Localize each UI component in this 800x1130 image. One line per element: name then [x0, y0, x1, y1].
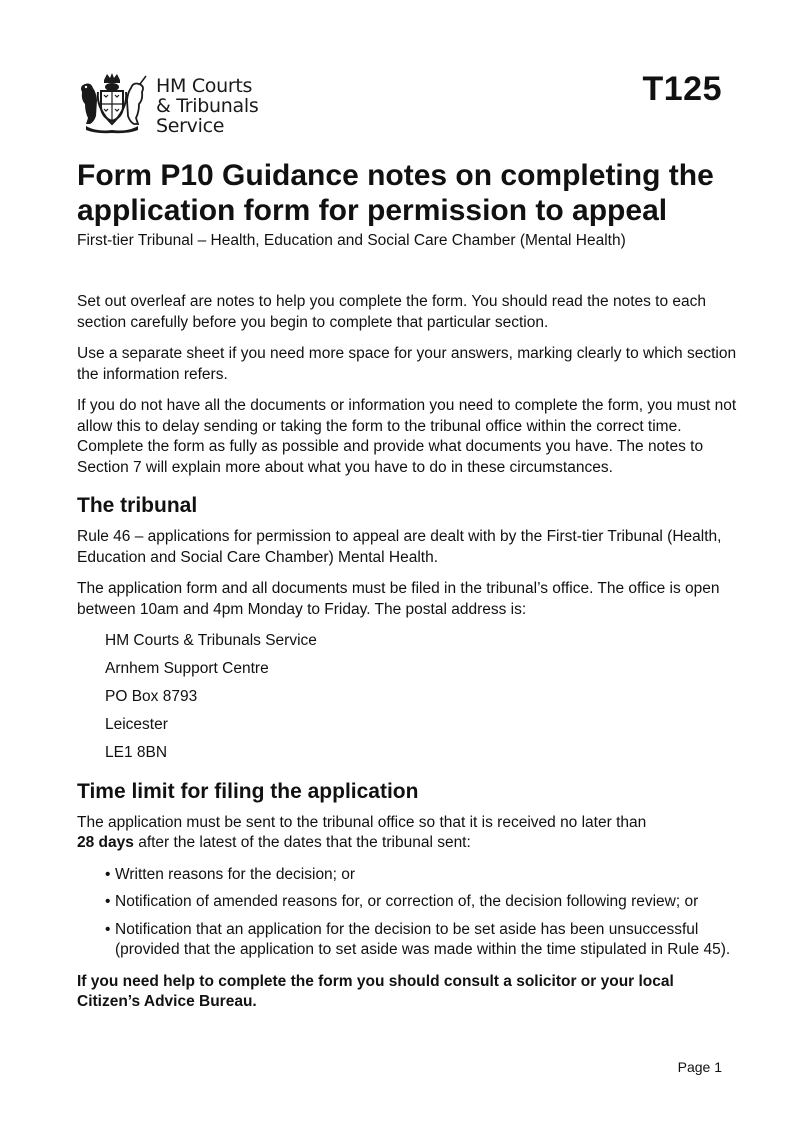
address-line: Leicester — [105, 716, 168, 733]
list-item: • Notification that an application for the decision to be set aside has been unsuccessful (provided that the application to set aside was made within the time stipulated in Rule 45). — [105, 920, 737, 961]
intro-paragraph-1: Set out overleaf are notes to help you complete the form. You should read the notes to each section carefully before you begin to complete that particular section. — [77, 293, 707, 331]
address-line: HM Courts & Tribunals Service — [105, 632, 317, 649]
page-subtitle: First-tier Tribunal – Health, Education and Social Care Chamber (Mental Health) — [77, 232, 626, 249]
org-line-1: HM Courts — [156, 75, 253, 97]
organisation-name — [156, 76, 258, 136]
time-limit-heading: Time limit for filing the application — [77, 779, 419, 803]
time-limit-text-start: The application must be sent to the tribunal office so that it is received no later than — [77, 813, 647, 831]
org-line-2: & Tribunals — [156, 95, 259, 117]
org-line-3: Service — [156, 115, 225, 137]
tribunal-heading: The tribunal — [77, 494, 198, 517]
help-note: If you need help to complete the form you should consult a solicitor or your local Citizen’s Advice Bureau. — [77, 972, 674, 1010]
list-item: • Written reasons for the decision; or — [105, 865, 737, 886]
time-limit-paragraph — [77, 813, 737, 854]
address-line: Arnhem Support Centre — [105, 660, 269, 677]
time-limit-text-end: after the latest of the dates that the tribunal sent: — [133, 834, 471, 851]
list-item: • Notification of amended reasons for, or correction of, the decision following review; or — [105, 892, 737, 913]
hmcts-logo — [76, 72, 258, 136]
royal-coat-of-arms-icon — [76, 72, 148, 134]
postal-address — [105, 631, 737, 764]
page-number: Page 1 — [677, 1059, 722, 1075]
time-limit-days: 28 days — [77, 834, 134, 851]
intro-paragraph-3: If you do not have all the documents or information you need to complete the form, you must not allow this to delay sending or taking the form to the tribunal office within the correct time. Complete the form as fully as possible and provide what documents you have. The notes to Section 7 will explain more about what you have to do in these circumstances. — [77, 397, 737, 476]
intro-paragraph-2: Use a separate sheet if you need more space for your answers, marking clearly to which section the information refers. — [77, 345, 737, 383]
address-line: PO Box 8793 — [105, 688, 198, 705]
tribunal-paragraph-1: Rule 46 – applications for permission to appeal are dealt with by the First-tier Tribunal (Health, Education and Social Care Chamber) Mental Health. — [77, 528, 722, 566]
tribunal-paragraph-2: The application form and all documents must be filed in the tribunal’s office. The office is open between 10am and 4pm Monday to Friday. The postal address is: — [77, 580, 720, 618]
page-title: Form P10 Guidance notes on completing the application form for permission to appeal — [77, 159, 714, 227]
time-limit-list — [105, 865, 737, 961]
document-body — [77, 292, 737, 1024]
address-line: LE1 8BN — [105, 744, 168, 761]
form-code: T125 — [642, 70, 722, 108]
